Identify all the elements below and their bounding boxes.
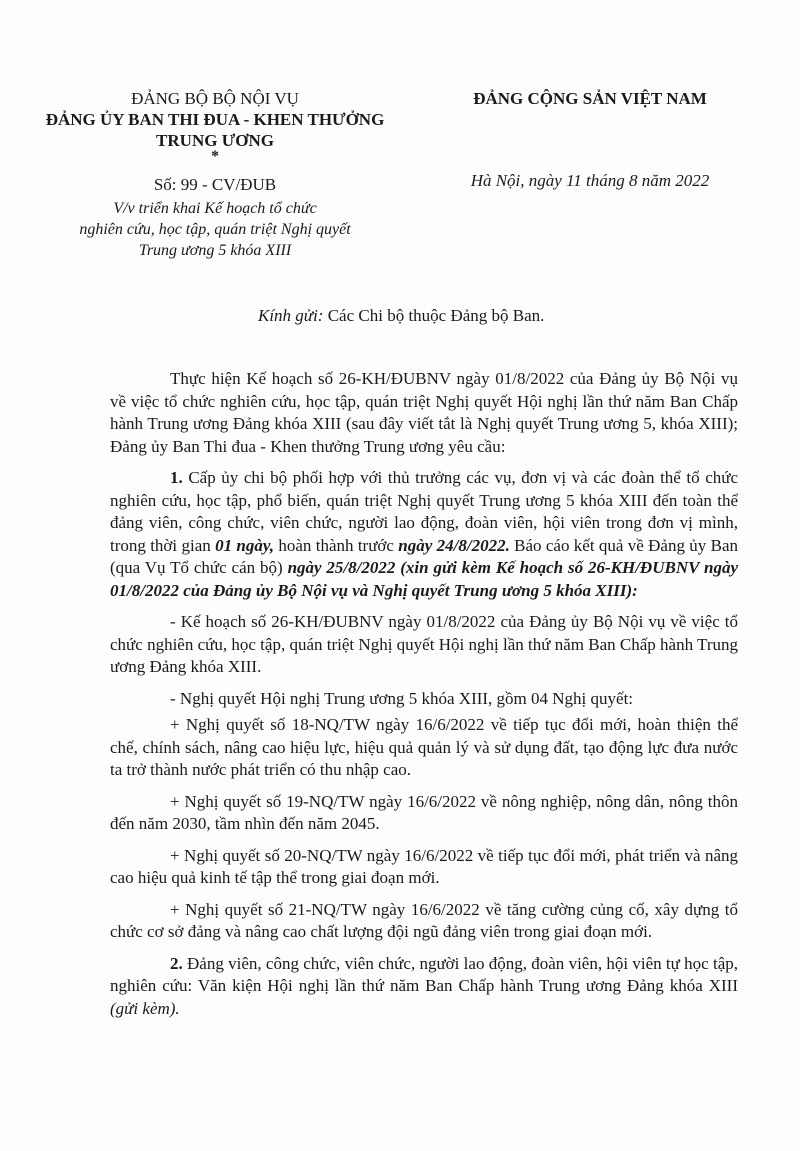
document-body: [110, 368, 738, 1029]
greeting-label: Kính gửi:: [258, 306, 324, 325]
resolutions-paragraph: - Nghị quyết Hội nghị Trung ương 5 khóa XIII, gồm 04 Nghị quyết:: [170, 688, 634, 708]
intro-paragraph: Thực hiện Kế hoạch số 26-KH/ĐUBNV ngày 01/8/2022 của Đảng ủy Bộ Nội vụ về việc tổ chức nghiên cứu, học tập, quán triệt Nghị quyết Hội nghị lần thứ năm Ban Chấp hành Trung ương Đảng khóa XIII (sau đây viết tắt là Nghị quyết Trung ương 5, khóa XIII); Đảng ủy Ban Thi đua - Khen thưởng Trung ương yêu cầu:: [110, 369, 738, 456]
subject-line-2: nghiên cứu, học tập, quán triệt Nghị quyết: [79, 221, 351, 238]
item-1-deadline: ngày 24/8/2022.: [398, 535, 510, 555]
item-1-report-date: ngày 25/8/2022: [287, 558, 396, 577]
greeting-recipient: Các Chi bộ thuộc Đảng bộ Ban.: [323, 306, 545, 325]
document-date: Hà Nội, ngày 11 tháng 8 năm 2022: [470, 171, 710, 190]
item-2-number: 2.: [170, 953, 183, 973]
resolution-20-paragraph: + Nghị quyết số 20-NQ/TW ngày 16/6/2022 về tiếp tục đổi mới, phát triển và nâng cao hiệu quả kinh tế tập thể trong giai đoạn mới.: [110, 845, 738, 887]
resolution-18-paragraph: + Nghị quyết số 18-NQ/TW ngày 16/6/2022 về tiếp tục đổi mới, hoàn thiện thể chế, chính sách, nâng cao hiệu lực, hiệu quả quản lý và sử dụng đất, tạo động lực đưa nước ta trở thành nước phát triển có thu nhập cao.: [110, 715, 738, 779]
subject-line-1: V/v triển khai Kế hoạch tổ chức: [113, 200, 317, 217]
item-1-text-b: hoàn thành trước: [274, 535, 399, 555]
item-2-text: Đảng viên, công chức, viên chức, người lao động, đoàn viên, hội viên tự học tập, nghiên cứu: Văn kiện Hội nghị lần thứ năm Ban Chấp hành Trung ương Đảng khóa XIII: [110, 953, 738, 995]
item-1-paragraph: [110, 467, 738, 602]
item-2-paragraph: [110, 953, 738, 1021]
issuing-organization: [45, 88, 385, 163]
star-mark: *: [211, 148, 219, 165]
greeting: [258, 306, 544, 326]
document-subject: [45, 198, 385, 261]
item-1-duration: 01 ngày,: [215, 535, 275, 555]
resolution-21-paragraph: + Nghị quyết số 21-NQ/TW ngày 16/6/2022 về tăng cường củng cố, xây dựng tổ chức cơ sở đảng và nâng cao chất lượng đội ngũ đảng viên trong giai đoạn mới.: [110, 899, 738, 941]
document-number: Số: 99 - CV/ĐUB: [153, 175, 277, 194]
party-name: ĐẢNG CỘNG SẢN VIỆT NAM: [473, 89, 707, 108]
item-2-attachment-note: (gửi kèm).: [110, 998, 180, 1018]
org-line-2: ĐẢNG ỦY BAN THI ĐUA - KHEN THƯỞNG: [45, 110, 385, 129]
org-line-1: ĐẢNG BỘ BỘ NỘI VỤ: [131, 89, 299, 108]
item-1-text-a: Cấp ủy chi bộ phối hợp với thủ trưởng các vụ, đơn vị và các đoàn thể tổ chức nghiên cứu, học tập, phổ biến, quán triệt Nghị quyết Trung ương 5 khóa XIII đến toàn thể đảng viên, công chức, viên chức, người lao động, đoàn viên, hội viên trong đơn vị mình, trong thời gian: [110, 468, 738, 555]
item-1-text-c: Báo cáo kết quả về Đảng ủy Ban (qua Vụ Tổ chức cán bộ): [110, 535, 738, 577]
org-line-3: TRUNG ƯƠNG: [156, 131, 274, 150]
item-1-attachment-note: (xin gửi kèm Kế hoạch số 26-KH/ĐUBNV ngày 01/8/2022 của Đảng ủy Bộ Nội vụ và Nghị quyết Trung ương 5 khóa XIII):: [110, 558, 739, 600]
plan-paragraph: - Kế hoạch số 26-KH/ĐUBNV ngày 01/8/2022 của Đảng ủy Bộ Nội vụ về việc tổ chức nghiên cứu, học tập, quán triệt Nghị quyết Hội nghị lần thứ năm Ban Chấp hành Trung ương Đảng khóa XIII.: [110, 612, 738, 676]
resolution-19-paragraph: + Nghị quyết số 19-NQ/TW ngày 16/6/2022 về nông nghiệp, nông dân, nông thôn đến năm 2030, tầm nhìn đến năm 2045.: [110, 791, 738, 833]
item-1-number: 1.: [170, 468, 183, 487]
subject-line-3: Trung ương 5 khóa XIII: [138, 242, 292, 259]
